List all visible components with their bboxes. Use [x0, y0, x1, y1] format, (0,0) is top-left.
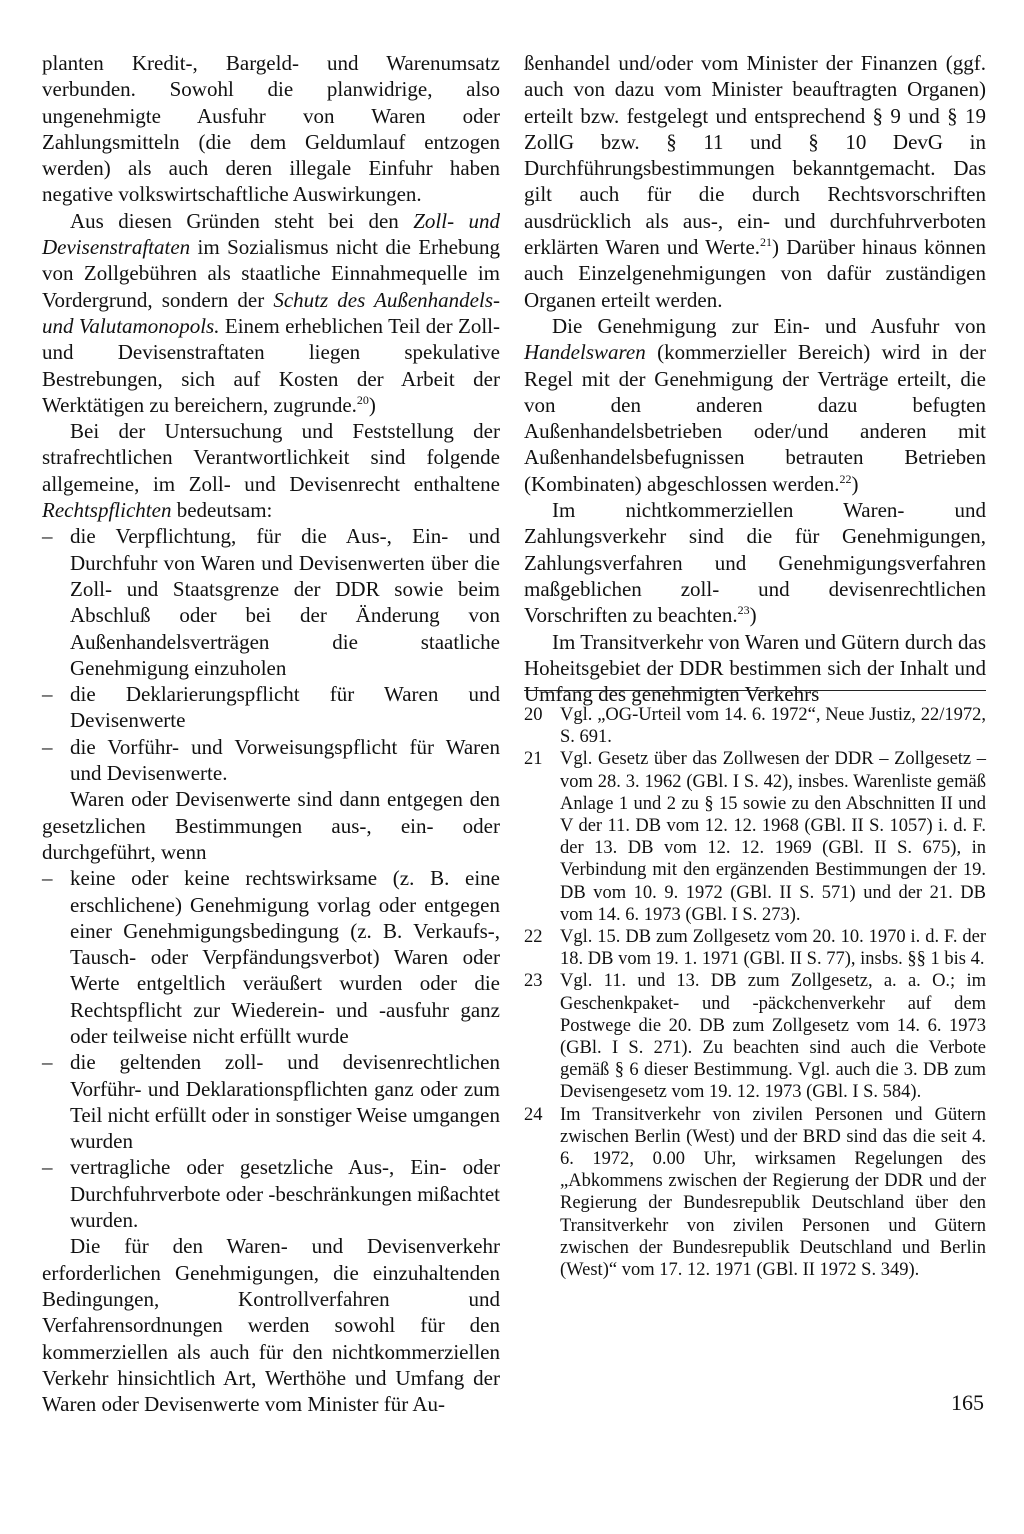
list-item: – die Verpflichtung, für die Aus-, Ein- und Durchfuhr von Waren und Devisenwerten über die Zoll- und Staatsgrenze der DDR sowie beim Abschluß oder bei der Änderung von Außenhandelsverträgen die staatliche Genehmigung einzuholen	[42, 523, 500, 681]
paragraph: ßenhandel und/oder vom Minister der Finanzen (ggf. auch von dazu vom Minister beauftragten Organen) erteilt bzw. festgelegt und entsprechend § 9 und § 19 ZollG bzw. § 11 und § 10 DevG in Durchführungsbestimmungen bekanntgemacht. Das gilt auch für die durch Rechtsvorschriften ausdrücklich als aus-, ein- und durchfuhrverboten erklärten Waren und Werte.$^{21}$) Darüber hinaus können auch Einzelgenehmigungen von dafür zuständigen Organen erteilt werden.	[524, 51, 986, 312]
paragraph: Im Transitverkehr von Waren und Gütern durch das Hoheitsgebiet der DDR bestimmen sich der Inhalt und Umfang des genehmigten Verkehrs	[524, 629, 986, 707]
dash-list	[42, 865, 500, 1233]
paragraph: planten Kredit-, Bargeld- und Warenumsatz verbunden. Sowohl die planwidrige, also ungenehmigte Ausfuhr von Waren oder Zahlungsmitteln (die dem Geldumlauf entzogen werden) als auch deren illegale Einfuhr haben negative volkswirtschaftliche Auswirkungen.	[42, 51, 500, 207]
footnote-number: 22	[524, 927, 543, 948]
footnote-divider	[524, 690, 986, 691]
paragraph: Waren oder Devisenwerte sind dann entgegen den gesetzlichen Bestimmungen aus-, ein- oder durchgeführt, wenn	[42, 787, 500, 864]
footnote-text: Vgl. 11. und 13. DB zum Zollgesetz, a. a. O.; im Geschenkpaket- und -päckchenverkehr auf dem Postwege die 20. DB zum Zollgesetz vom 14. 6. 1973 (GBl. I S. 271). Zu beachten sind auch die Verbote gemäß § 6 dieser Bestimmung. Vgl. auch die 3. DB zum Devisengesetz vom 19. 12. 1973 (GBl. I S. 584).	[560, 971, 986, 1103]
footnote-number: 21	[524, 749, 543, 770]
footnote-number: 24	[524, 1104, 543, 1125]
paragraph: Die Genehmigung zur Ein- und Ausfuhr von Handelswaren (kommerzieller Bereich) wird in der Regel mit der Genehmigung der Verträge erteilt, die von den anderen dazu befugten Außenhandelsbetrieben oder/und anderen mit Außenhandelsbefugnissen betrauten Betrieben (Kombinaten) abgeschlossen werden.$^{22}$)	[524, 313, 986, 496]
footnotes	[524, 704, 986, 1281]
list-item: – keine oder keine rechtswirksame (z. B. eine erschlichene) Genehmigung vorlag oder entgegen einer Genehmigungsbedingung (z. B. Verkaufs-, Tausch- oder Verpfändungsverbot) Waren oder Werte entgeltlich veräußert wurden oder die Rechtspflicht zur Wiederein- und -ausfuhr ganz oder teilweise nicht erfüllt wurde	[42, 865, 500, 1049]
footnote-ref: 23	[737, 603, 750, 618]
left-column	[42, 50, 500, 1417]
list-item: – die geltenden zoll- und devisenrechtlichen Vorführ- und Deklarationspflichten ganz oder zum Teil nicht erfüllt oder in sonstiger Weise umgangen wurden	[42, 1049, 500, 1154]
list-item: – die Deklarierungspflicht für Waren und Devisenwerte	[42, 681, 500, 734]
footnote-ref: 22	[839, 471, 852, 486]
footnote	[524, 748, 986, 926]
footnote	[524, 704, 986, 748]
paragraph: Die für den Waren- und Devisenverkehr erforderlichen Genehmigungen, die einzuhaltenden Bedingungen, Kontrollverfahren und Verfahrensordnungen werden sowohl für den kommerziellen als auch für den nichtkommerziellen Verkehr hinsichtlich Art, Werthöhe und Umfang der Waren oder Devisenwerte vom Minister für Au-	[42, 1234, 500, 1417]
paragraph: Bei der Untersuchung und Feststellung der strafrechtlichen Verantwortlichkeit sind folgende allgemeine, im Zoll- und Devisenrecht enthaltene Rechtspflichten bedeutsam:	[42, 419, 500, 523]
footnote-text: Vgl. 15. DB zum Zollgesetz vom 20. 10. 1970 i. d. F. der 18. DB vom 19. 1. 1971 (GBl. II S. 77), insbs. §§ 1 bis 4.	[560, 927, 986, 970]
dash-list	[42, 523, 500, 786]
right-column	[524, 50, 986, 707]
footnote-text: Im Transitverkehr von zivilen Personen und Gütern zwischen Berlin (West) und der BRD sind das die seit 4. 6. 1972, 0.00 Uhr, wirksamen Regelungen des „Abkommens zwischen der Regierung der DDR und der Regierung der Bundesrepublik Deutschland über den Transitverkehr von zivilen Personen und Gütern zwischen der Bundesrepublik Deutschland und Berlin (West)“ vom 17. 12. 1971 (GBl. II 1972 S. 349).	[560, 1104, 986, 1281]
footnote-ref: 21	[760, 235, 773, 250]
footnote	[524, 926, 986, 970]
footnote-text: Vgl. „OG-Urteil vom 14. 6. 1972“, Neue Justiz, 22/1972, S. 691.	[560, 705, 986, 748]
page-number: 165	[951, 1390, 984, 1415]
paragraph: Aus diesen Gründen steht bei den Zoll- und Devisenstraftaten im Sozialismus nicht die Erhebung von Zollgebühren als staatliche Einnahmequelle im Vordergrund, sondern der Schutz des Außenhandels- und Valutamonopols. Einem erheblichen Teil der Zoll- und Devisenstraftaten liegen spekulative Bestrebungen, sich auf Kosten der Arbeit der Werktätigen zu bereichern, zugrunde.$^{20}$)	[42, 208, 501, 417]
footnote	[524, 970, 986, 1103]
footnote-number: 20	[524, 705, 543, 725]
footnote-ref: 20	[356, 392, 369, 407]
list-item: – vertragliche oder gesetzliche Aus-, Ein- oder Durchfuhrverbote oder -beschränkungen mißachtet wurden.	[42, 1154, 500, 1233]
footnote	[524, 1104, 986, 1282]
list-item: – die Vorführ- und Vorweisungspflicht für Waren und Devisenwerte.	[42, 734, 500, 787]
footnote-number: 23	[524, 971, 543, 992]
paragraph: Im nichtkommerziellen Waren- und Zahlungsverkehr sind die für Genehmigungen, Zahlungsverfahren und Genehmigungsverfahren maßgeblichen zoll- und devisenrechtlichen Vorschriften zu beachten.$^{23}$)	[524, 498, 986, 628]
footnote-text: Vgl. Gesetz über das Zollwesen der DDR – Zollgesetz – vom 28. 3. 1962 (GBl. I S. 42), insbes. Warenliste gemäß Anlage 1 und 2 zu § 15 sowie zu den Abschnitten II und V der 11. DB vom 12. 12. 1968 (GBl. II S. 1057) i. d. F. der 13. DB vom 12. 12. 1969 (GBl. II S. 675), in Verbindung mit den ergänzenden Bestimmungen der 19. DB vom 10. 9. 1972 (GBl. II S. 571) und der 21. DB vom 14. 6. 1973 (GBl. I S. 273).	[560, 749, 986, 925]
